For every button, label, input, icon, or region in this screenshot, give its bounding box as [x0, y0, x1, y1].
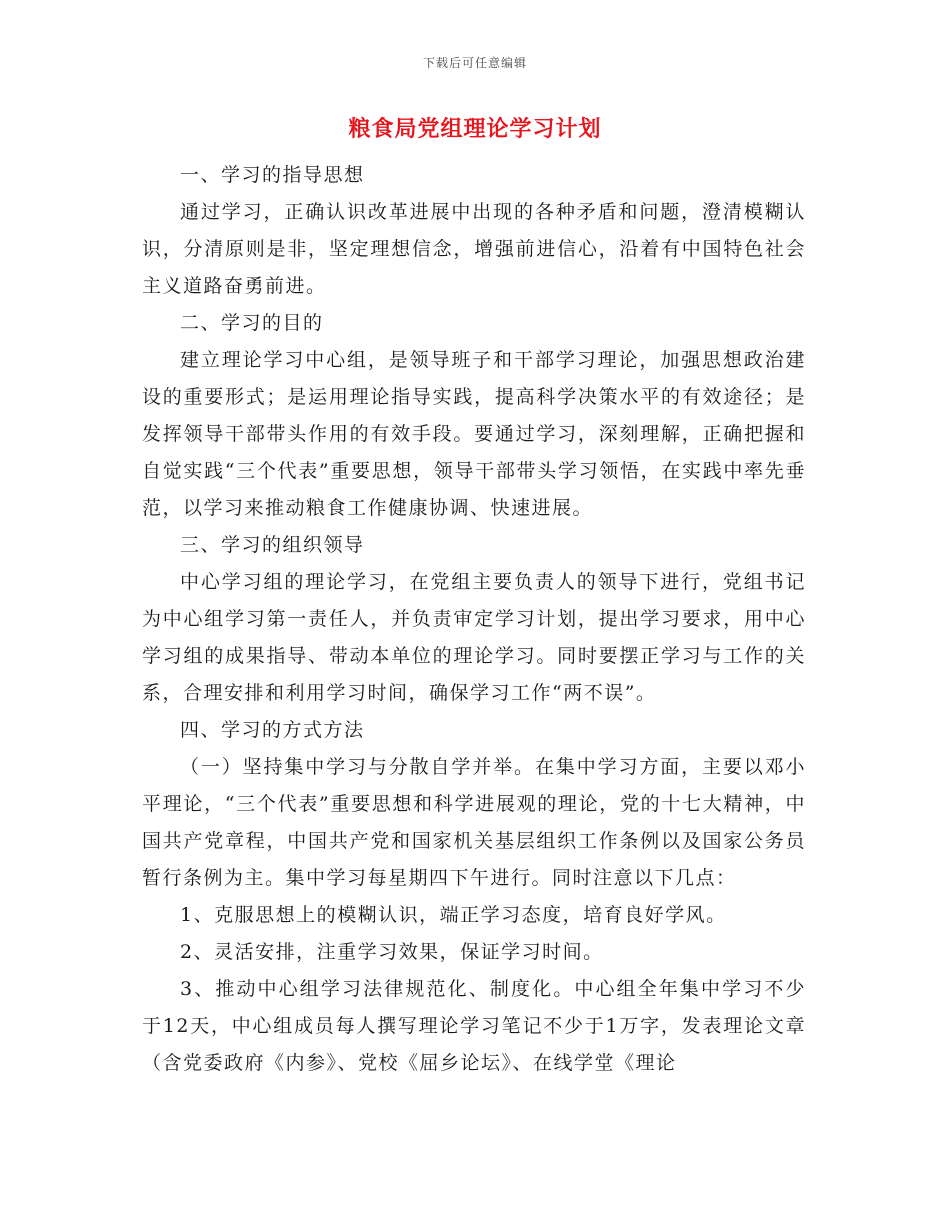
section-heading-guiding-thought: 一、学习的指导思想 — [180, 164, 365, 186]
section-heading-organization: 三、学习的组织领导 — [180, 534, 365, 556]
list-item: 3、推动中心组学习法律规范化、制度化。中心组全年集中学习不少于12天，中心组成员每人撰写理论学习笔记不少于1万字，发表理论文章（含党委政府《内参》、党校《屈乡论坛》、在线学堂《理论 — [142, 978, 806, 1074]
document-body — [142, 157, 806, 1082]
paragraph: 通过学习，正确认识改革进展中出现的各种矛盾和问题，澄清模糊认识，分清原则是非，坚定理想信念，增强前进信心，沿着有中国特色社会主义道路奋勇前进。 — [142, 201, 806, 297]
paragraph: （一）坚持集中学习与分散自学并举。在集中学习方面，主要以邓小平理论，“三个代表”重要思想和科学进展观的理论，党的十七大精神，中国共产党章程，中国共产党和国家机关基层组织工作条例以及国家公务员暂行条例为主。集中学习每星期四下午进行。同时注意以下几点： — [142, 756, 806, 889]
paragraph: 中心学习组的理论学习，在党组主要负责人的领导下进行，党组书记为中心组学习第一责任人，并负责审定学习计划，提出学习要求，用中心学习组的成果指导、带动本单位的理论学习。同时要摆正学习与工作的关系，合理安排和利用学习时间，确保学习工作“两不误”。 — [142, 571, 806, 704]
section-heading-methods: 四、学习的方式方法 — [180, 719, 365, 741]
list-item: 2、灵活安排，注重学习效果，保证学习时间。 — [180, 941, 604, 963]
header-note: 下载后可任意编辑 — [422, 56, 527, 70]
paragraph: 建立理论学习中心组，是领导班子和干部学习理论，加强思想政治建设的重要形式；是运用理论指导实践，提高科学决策水平的有效途径；是发挥领导干部带头作用的有效手段。要通过学习，深刻理解，正确把握和自觉实践“三个代表”重要思想，领导干部带头学习领悟，在实践中率先垂范，以学习来推动粮食工作健康协调、快速进展。 — [142, 349, 806, 519]
section-heading-purpose: 二、学习的目的 — [180, 312, 324, 334]
document-title: 粮食局党组理论学习计划 — [348, 116, 602, 142]
list-item: 1、克服思想上的模糊认识，端正学习态度，培育良好学风。 — [180, 904, 727, 926]
